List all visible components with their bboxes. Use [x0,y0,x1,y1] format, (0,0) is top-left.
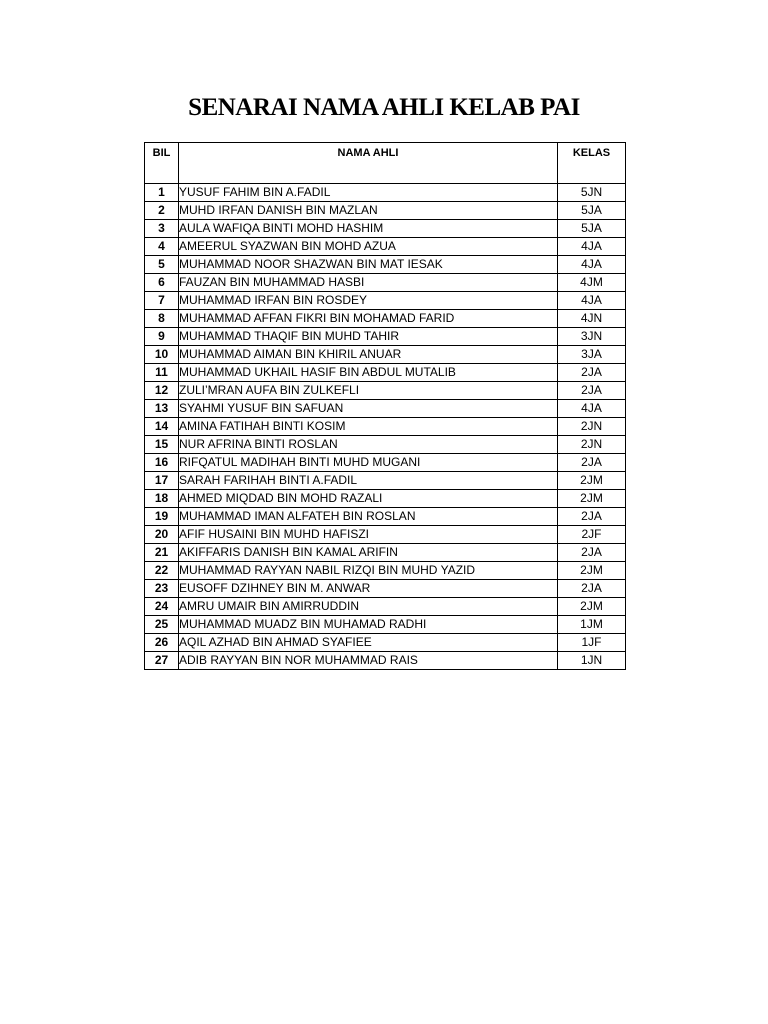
row-number: 26 [145,634,179,652]
member-name: AMINA FATIHAH BINTI KOSIM [179,418,558,436]
table-header [145,143,626,184]
table-row [145,346,626,364]
header-bil: BIL [145,143,179,184]
member-name: MUHAMMAD UKHAIL HASIF BIN ABDUL MUTALIB [179,364,558,382]
row-number: 13 [145,400,179,418]
table-body [145,184,626,670]
page-title: SENARAI NAMA AHLI KELAB PAI [188,94,580,121]
row-number: 21 [145,544,179,562]
table-row [145,400,626,418]
row-number: 24 [145,598,179,616]
member-name: AMEERUL SYAZWAN BIN MOHD AZUA [179,238,558,256]
member-class: 4JA [558,256,626,274]
header-name: NAMA AHLI [179,143,558,184]
table-row [145,454,626,472]
row-number: 9 [145,328,179,346]
member-name: ZULI’MRAN AUFA BIN ZULKEFLI [179,382,558,400]
member-class: 4JA [558,400,626,418]
row-number: 5 [145,256,179,274]
member-name: ADIB RAYYAN BIN NOR MUHAMMAD RAIS [179,652,558,670]
member-name: AHMED MIQDAD BIN MOHD RAZALI [179,490,558,508]
member-name: MUHAMMAD AIMAN BIN KHIRIL ANUAR [179,346,558,364]
member-name: MUHAMMAD THAQIF BIN MUHD TAHIR [179,328,558,346]
row-number: 22 [145,562,179,580]
member-class: 2JN [558,418,626,436]
member-name: AFIF HUSAINI BIN MUHD HAFISZI [179,526,558,544]
table-row [145,652,626,670]
member-class: 2JM [558,472,626,490]
row-number: 11 [145,364,179,382]
member-name: SYAHMI YUSUF BIN SAFUAN [179,400,558,418]
member-class: 2JA [558,454,626,472]
member-name: NUR AFRINA BINTI ROSLAN [179,436,558,454]
member-class: 5JA [558,220,626,238]
row-number: 1 [145,184,179,202]
member-class: 2JA [558,382,626,400]
table-row [145,490,626,508]
row-number: 27 [145,652,179,670]
member-class: 5JN [558,184,626,202]
member-class: 2JA [558,508,626,526]
row-number: 23 [145,580,179,598]
member-class: 2JA [558,364,626,382]
table-row [145,364,626,382]
row-number: 15 [145,436,179,454]
header-row [145,143,626,184]
table-row [145,436,626,454]
member-name: AULA WAFIQA BINTI MOHD HASHIM [179,220,558,238]
row-number: 25 [145,616,179,634]
member-class: 4JA [558,238,626,256]
table-row [145,562,626,580]
table-row [145,274,626,292]
member-class: 2JN [558,436,626,454]
row-number: 18 [145,490,179,508]
row-number: 20 [145,526,179,544]
member-name: SARAH FARIHAH BINTI A.FADIL [179,472,558,490]
row-number: 6 [145,274,179,292]
member-name: FAUZAN BIN MUHAMMAD HASBI [179,274,558,292]
member-name: AMRU UMAIR BIN AMIRRUDDIN [179,598,558,616]
table-row [145,544,626,562]
table-row [145,526,626,544]
table-row [145,202,626,220]
member-name: AQIL AZHAD BIN AHMAD SYAFIEE [179,634,558,652]
member-class: 2JM [558,562,626,580]
table-row [145,328,626,346]
member-name: MUHAMMAD IRFAN BIN ROSDEY [179,292,558,310]
table-row [145,256,626,274]
member-class: 2JM [558,598,626,616]
table-row [145,292,626,310]
table-row [145,580,626,598]
row-number: 2 [145,202,179,220]
row-number: 12 [145,382,179,400]
row-number: 4 [145,238,179,256]
member-class: 1JF [558,634,626,652]
row-number: 19 [145,508,179,526]
member-class: 2JF [558,526,626,544]
member-name: RIFQATUL MADIHAH BINTI MUHD MUGANI [179,454,558,472]
member-name: MUHAMMAD RAYYAN NABIL RIZQI BIN MUHD YAZID [179,562,558,580]
member-name: MUHD IRFAN DANISH BIN MAZLAN [179,202,558,220]
member-class: 4JA [558,292,626,310]
member-table [144,142,626,670]
member-name: MUHAMMAD MUADZ BIN MUHAMAD RADHI [179,616,558,634]
member-class: 2JA [558,580,626,598]
member-class: 2JA [558,544,626,562]
table-row [145,418,626,436]
member-name: EUSOFF DZIHNEY BIN M. ANWAR [179,580,558,598]
member-name: MUHAMMAD AFFAN FIKRI BIN MOHAMAD FARID [179,310,558,328]
table-row [145,220,626,238]
member-class: 3JA [558,346,626,364]
member-class: 2JM [558,490,626,508]
row-number: 16 [145,454,179,472]
member-name: MUHAMMAD IMAN ALFATEH BIN ROSLAN [179,508,558,526]
row-number: 17 [145,472,179,490]
table-row [145,238,626,256]
table-row [145,310,626,328]
member-class: 1JN [558,652,626,670]
row-number: 10 [145,346,179,364]
row-number: 7 [145,292,179,310]
table-row [145,634,626,652]
table-row [145,616,626,634]
header-kelas: KELAS [558,143,626,184]
table-row [145,382,626,400]
table-row [145,184,626,202]
member-class: 5JA [558,202,626,220]
table-row [145,472,626,490]
member-class: 4JN [558,310,626,328]
member-class: 3JN [558,328,626,346]
row-number: 3 [145,220,179,238]
row-number: 8 [145,310,179,328]
member-name: YUSUF FAHIM BIN A.FADIL [179,184,558,202]
member-class: 4JM [558,274,626,292]
table-row [145,598,626,616]
member-name: MUHAMMAD NOOR SHAZWAN BIN MAT IESAK [179,256,558,274]
member-class: 1JM [558,616,626,634]
table-row [145,508,626,526]
member-name: AKIFFARIS DANISH BIN KAMAL ARIFIN [179,544,558,562]
row-number: 14 [145,418,179,436]
